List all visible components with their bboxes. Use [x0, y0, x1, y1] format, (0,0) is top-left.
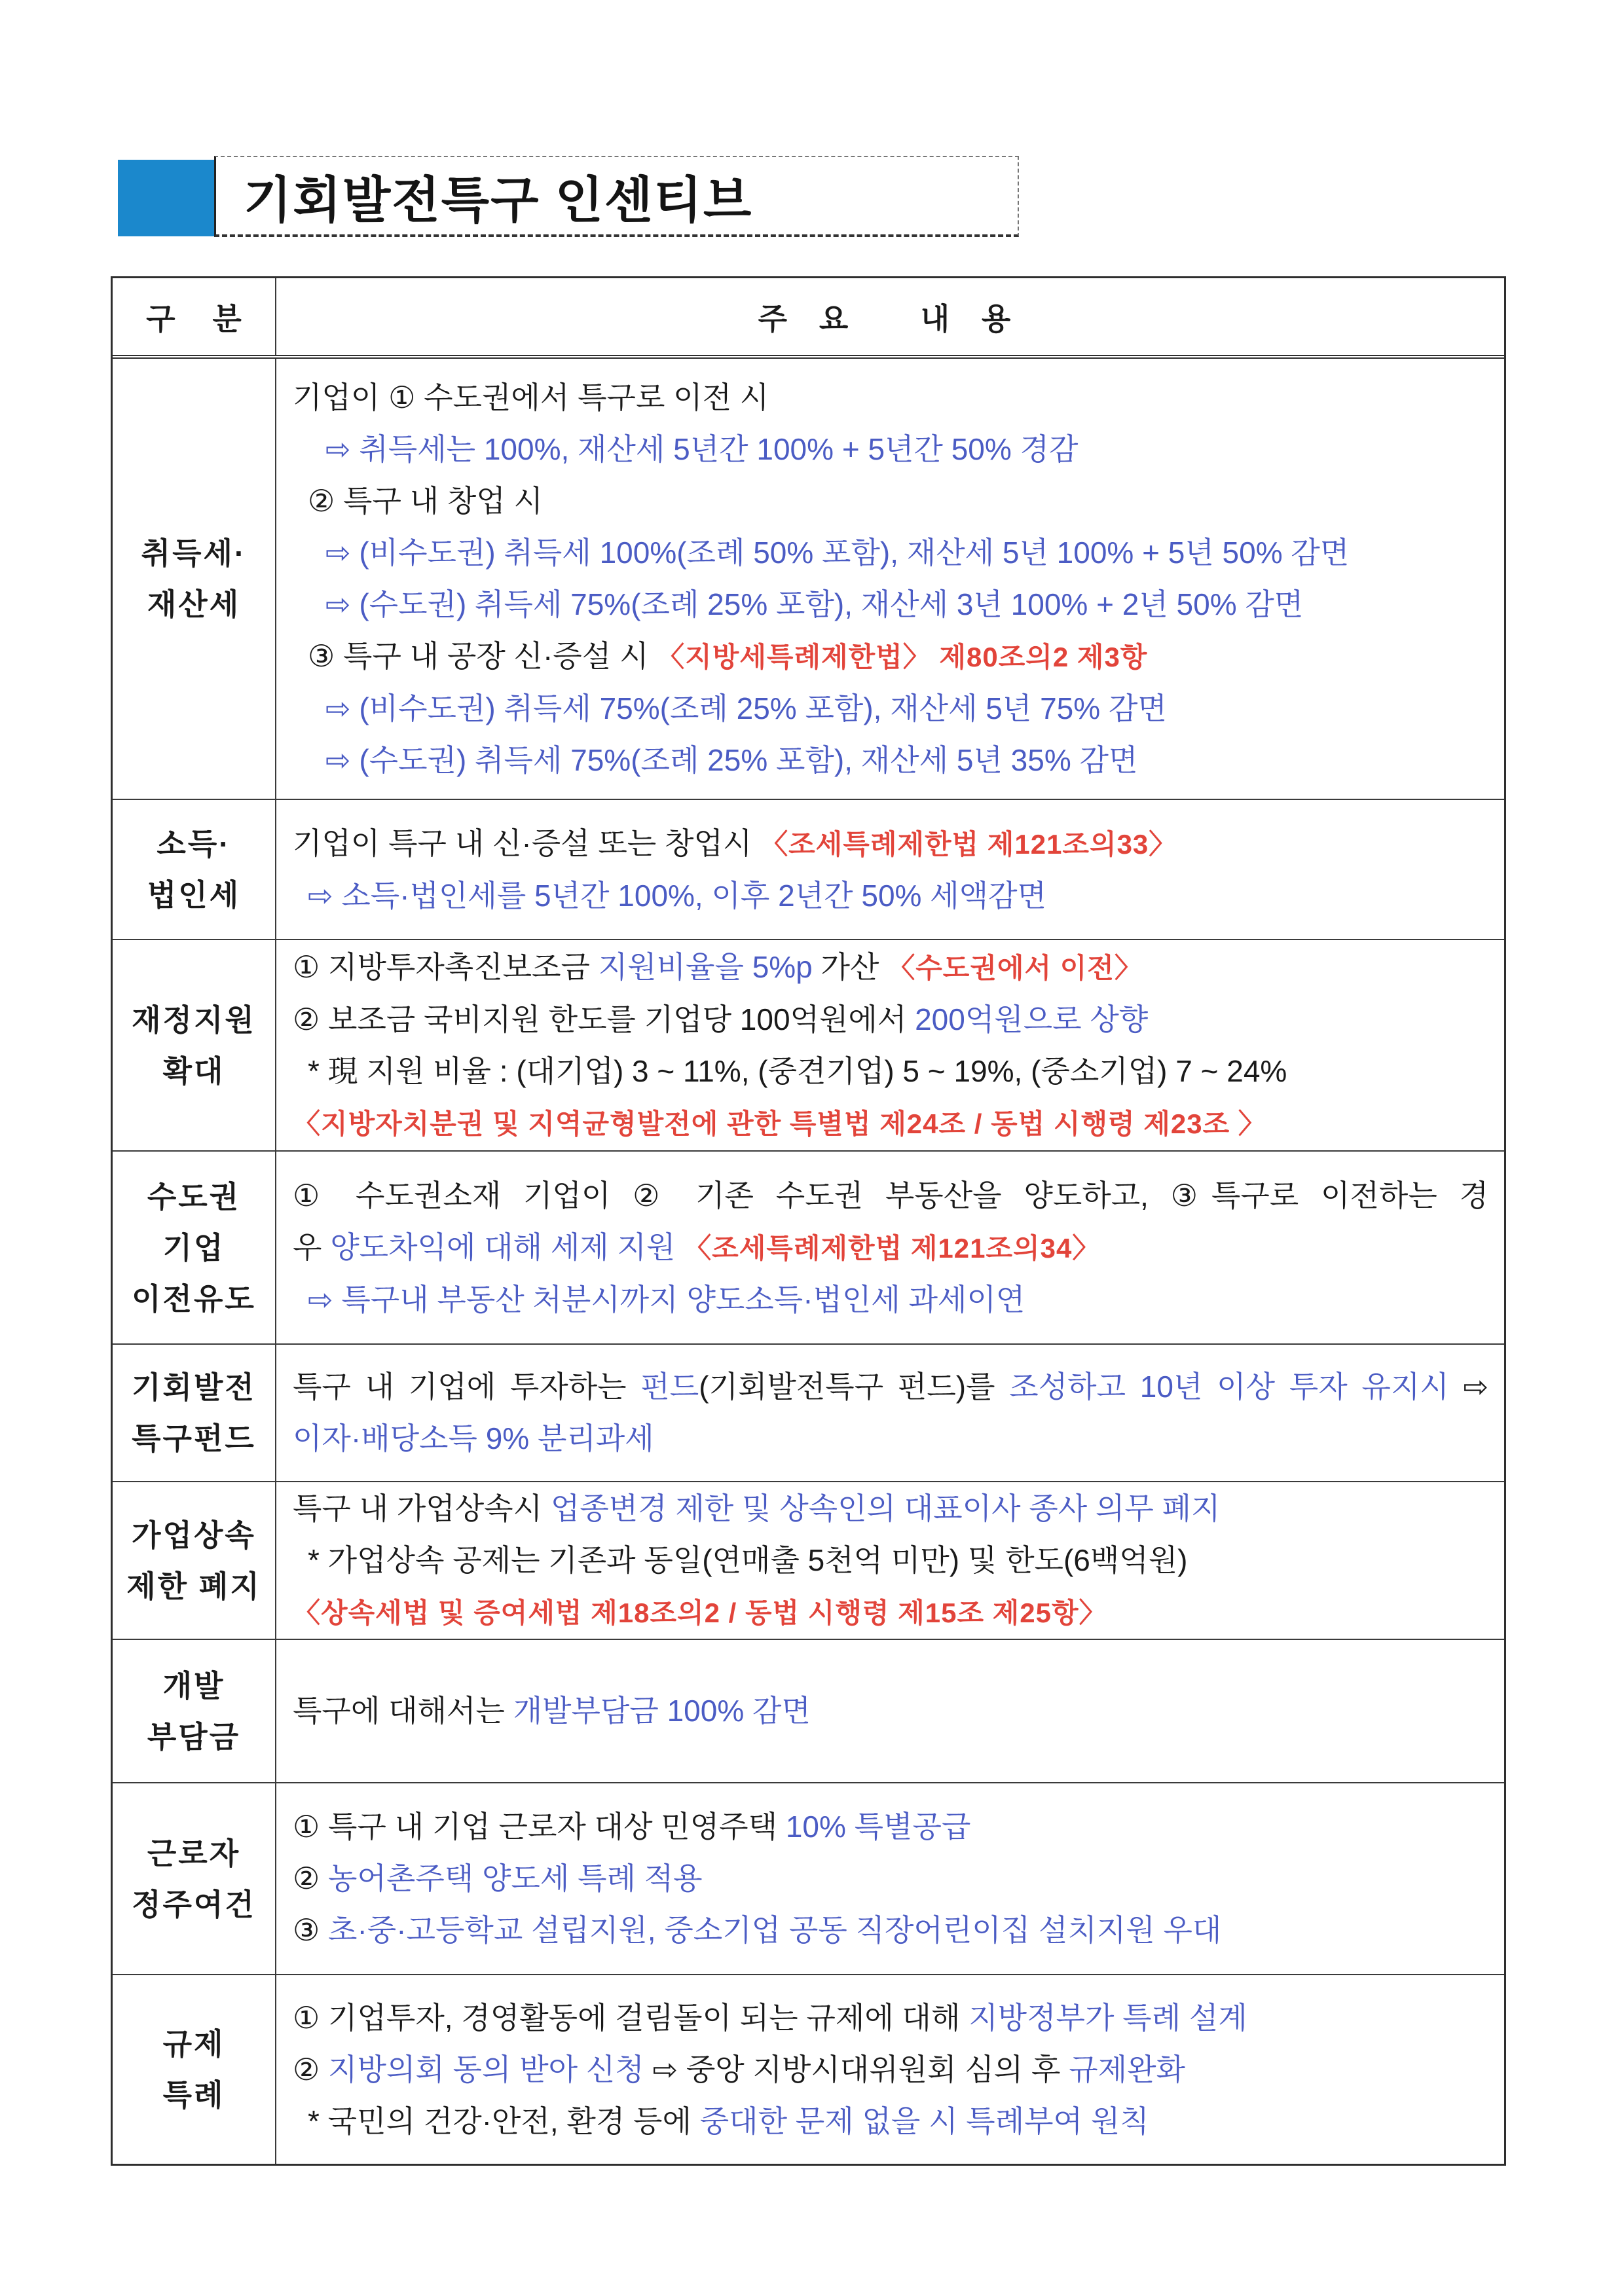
content-line	[293, 2044, 1488, 2096]
content-line	[293, 527, 1488, 579]
content-line	[293, 2096, 1488, 2147]
table-body	[113, 359, 1504, 2164]
row-content	[276, 1640, 1504, 1782]
content-line	[293, 1586, 1488, 1639]
text-segment: ② 보조금 국비지원 한도를 기업당 100억원에서	[293, 1002, 915, 1036]
title-accent-block	[118, 160, 214, 236]
text-segment: ③	[293, 1913, 329, 1947]
content-line	[293, 994, 1488, 1046]
category-label-line: 재정지원	[132, 1002, 256, 1037]
content-line	[293, 1992, 1488, 2044]
content-line	[293, 818, 1488, 870]
row-category	[113, 1640, 276, 1782]
highlight-text: 업종변경 제한 및 상속인의 대표이사 종사 의무 폐지	[550, 1491, 1221, 1525]
category-label-line: 재산세	[147, 587, 241, 621]
table-row	[113, 1782, 1504, 1974]
category-label-line: 이전유도	[132, 1281, 256, 1316]
content-line	[293, 870, 1488, 922]
category-label-line: 규제	[162, 2027, 225, 2061]
category-label-line: 확대	[162, 1053, 225, 1088]
content-line	[293, 630, 1488, 683]
header-content: 주 요 내 용	[758, 301, 1023, 336]
text-segment: * 가업상속 공제는 기존과 동일(연매출 5천억 미만) 및 한도(6백억원)	[308, 1542, 1188, 1577]
text-segment: (기회발전특구 펀드)를	[699, 1370, 1010, 1404]
table-row	[113, 1639, 1504, 1782]
law-reference: 〈지방세특례제한법〉 제80조의2 제3항	[657, 641, 1148, 672]
text-segment: ② 특구 내 창업 시	[308, 483, 543, 518]
category-label-line: 제한 폐지	[126, 1569, 261, 1603]
highlight-text: 개발부담금 100% 감면	[513, 1694, 811, 1728]
category-label-line: 근로자	[147, 1836, 241, 1870]
row-category	[113, 1975, 276, 2164]
highlight-text: ⇨ 특구내 부동산 처분시까지 양도소득·법인세 과세이연	[308, 1282, 1025, 1317]
category-label-line: 개발	[162, 1668, 225, 1703]
highlight-text: 초·중·고등학교 설립지원, 중소기업 공동 직장어린이집 설치지원 우대	[328, 1913, 1222, 1947]
category-label-line: 기업	[162, 1230, 225, 1265]
row-category	[113, 1482, 276, 1639]
category-label-line: 특구펀드	[132, 1421, 256, 1455]
text-segment: ⇨	[1449, 1370, 1488, 1404]
content-line	[293, 1097, 1488, 1150]
highlight-text: ⇨ (비수도권) 취득세 100%(조례 50% 포함), 재산세 5년 100% + 5년 50% 감면	[325, 535, 1350, 570]
highlight-text: 지방의회 동의 받아 신청	[328, 2052, 644, 2086]
category-label-line: 취득세·	[141, 536, 247, 570]
content-line	[293, 1535, 1488, 1586]
highlight-text: 10% 특별공급	[785, 1810, 971, 1844]
content-line	[293, 1801, 1488, 1853]
row-category	[113, 359, 276, 799]
category-label-line: 특례	[162, 2078, 225, 2112]
row-content	[276, 800, 1504, 939]
table-row	[113, 939, 1504, 1150]
highlight-text: 펀드	[640, 1370, 699, 1404]
highlight-text: 이자·배당소득 9% 분리과세	[293, 1421, 654, 1455]
table-row	[113, 1481, 1504, 1639]
row-category	[113, 940, 276, 1150]
category-label-line: 정주여건	[132, 1887, 256, 1922]
row-content	[276, 359, 1504, 799]
text-segment: 특구 내 기업에 투자하는	[293, 1370, 641, 1404]
text-segment: ① 지방투자촉진보조금	[293, 949, 599, 984]
content-line	[293, 1274, 1488, 1326]
category-label-line: 소득·	[157, 827, 231, 861]
category-label-line: 부담금	[147, 1719, 241, 1754]
text-segment: ②	[293, 1861, 329, 1895]
text-segment: * 국민의 건강·안전, 환경 등에	[308, 2104, 700, 2138]
highlight-text: ⇨ 소득·법인세를 5년간 100%, 이후 2년간 50% 세액감면	[308, 878, 1046, 913]
content-line	[293, 424, 1488, 475]
category-label-line: 법인세	[147, 878, 241, 912]
text-segment: 우	[293, 1230, 331, 1264]
content-line	[293, 475, 1488, 527]
highlight-text: ⇨ (수도권) 취득세 75%(조례 25% 포함), 재산세 5년 35% 감면	[325, 742, 1138, 777]
law-reference: 〈상속세법 및 증여세법 제18조의2 / 동법 시행령 제15조 제25항〉	[293, 1597, 1107, 1628]
text-segment: 가산	[812, 949, 888, 984]
highlight-text: 지원비율을 5%p	[598, 949, 813, 984]
row-category	[113, 1152, 276, 1343]
highlight-text: 중대한 문제 없을 시 특례부여 원칙	[699, 2104, 1149, 2138]
text-segment: ③ 특구 내 공장 신·증설 시	[308, 638, 657, 673]
highlight-text: 양도차익에 대해 세제 지원	[330, 1230, 684, 1264]
content-line	[293, 1170, 1488, 1222]
highlight-text: ⇨ (수도권) 취득세 75%(조례 25% 포함), 재산세 3년 100% + 2년 50% 감면	[325, 587, 1304, 621]
row-category	[113, 1345, 276, 1481]
law-reference: 〈수도권에서 이전〉	[887, 952, 1143, 983]
table-row	[113, 359, 1504, 799]
row-content	[276, 1783, 1504, 1974]
category-label-line: 기회발전	[132, 1370, 256, 1404]
title-box	[214, 156, 1019, 237]
content-line	[293, 1685, 1488, 1737]
content-line	[293, 1853, 1488, 1904]
content-line	[293, 372, 1488, 424]
table-header	[113, 278, 1504, 359]
law-reference: 〈지방자치분권 및 지역균형발전에 관한 특별법 제24조 / 동법 시행령 제23조 〉	[293, 1108, 1266, 1139]
text-segment: 기업이 특구 내 신·증설 또는 창업시	[293, 826, 761, 860]
highlight-text: 규제완화	[1069, 2052, 1185, 2086]
highlight-text: ⇨ (비수도권) 취득세 75%(조례 25% 포함), 재산세 5년 75% 감면	[325, 691, 1167, 725]
row-category	[113, 800, 276, 939]
text-segment: * 現 지원 비율 : (대기업) 3 ~ 11%, (중견기업) 5 ~ 19%, (중소기업) 7 ~ 24%	[308, 1053, 1287, 1088]
header-category: 구 분	[113, 278, 276, 355]
text-segment: ① 수도권소재 기업이 ② 기존 수도권 부동산을 양도하고, ③특구로 이전하는 경	[293, 1178, 1488, 1212]
table-row	[113, 799, 1504, 939]
row-content	[276, 1975, 1504, 2164]
incentive-table	[111, 276, 1506, 2166]
text-segment: ②	[293, 2052, 329, 2086]
text-segment: ① 특구 내 기업 근로자 대상 민영주택	[293, 1810, 786, 1844]
text-segment: 기업이 ① 수도권에서 특구로 이전 시	[293, 380, 769, 414]
text-segment: ① 기업투자, 경영활동에 걸림돌이 되는 규제에 대해	[293, 2000, 969, 2035]
content-line	[293, 1361, 1488, 1413]
highlight-text: 조성하고 10년 이상 투자 유지시	[1009, 1370, 1449, 1404]
content-line	[293, 1413, 1488, 1465]
content-line	[293, 941, 1488, 994]
content-line	[293, 1046, 1488, 1097]
text-segment: 특구에 대해서는	[293, 1694, 513, 1728]
highlight-text: 지방정부가 특례 설계	[969, 2000, 1247, 2035]
row-content	[276, 940, 1504, 1150]
highlight-text: ⇨ 취득세는 100%, 재산세 5년간 100% + 5년간 50% 경감	[325, 431, 1079, 466]
law-reference: 〈조세특례제한법 제121조의34〉	[684, 1232, 1101, 1264]
category-label-line: 가업상속	[132, 1518, 256, 1552]
category-label-line: 수도권	[147, 1179, 241, 1214]
law-reference: 〈조세특례제한법 제121조의33〉	[760, 828, 1177, 860]
table-row	[113, 1150, 1504, 1343]
page-title: 기회발전특구 인센티브	[244, 172, 753, 228]
text-segment: ⇨ 중앙 지방시대위원회 심의 후	[644, 2052, 1069, 2086]
row-content	[276, 1482, 1504, 1639]
highlight-text: 농어촌주택 양도세 특례 적용	[328, 1861, 703, 1895]
content-line	[293, 1222, 1488, 1274]
content-line	[293, 1904, 1488, 1956]
content-line	[293, 1483, 1488, 1535]
table-row	[113, 1974, 1504, 2164]
content-line	[293, 735, 1488, 786]
content-line	[293, 683, 1488, 735]
row-content	[276, 1345, 1504, 1481]
row-content	[276, 1152, 1504, 1343]
content-line	[293, 579, 1488, 630]
text-segment: 특구 내 가업상속시	[293, 1491, 551, 1525]
table-row	[113, 1343, 1504, 1481]
highlight-text: 200억원으로 상향	[915, 1002, 1149, 1036]
row-category	[113, 1783, 276, 1974]
